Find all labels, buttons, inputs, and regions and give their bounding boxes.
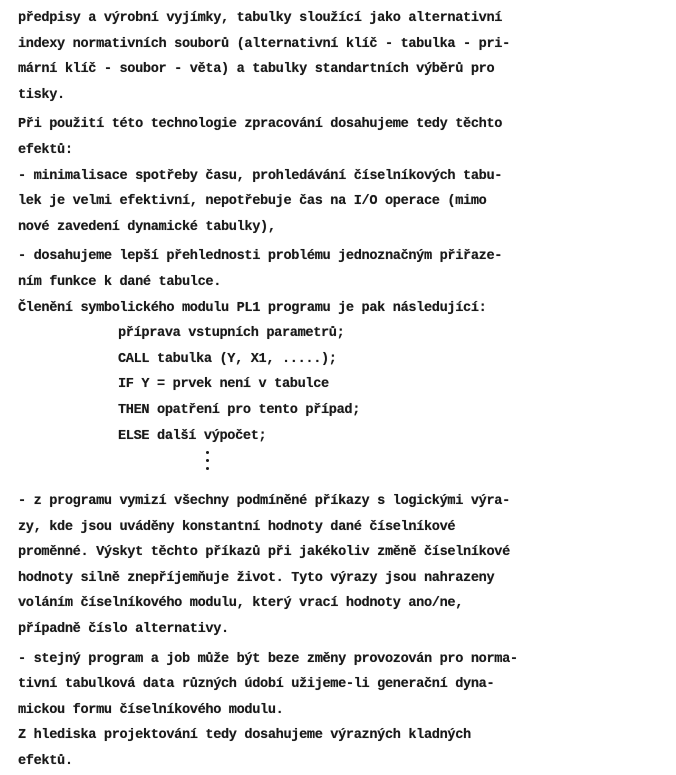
- list-item-line: - stejný program a job může být beze změny provozován pro norma-: [18, 651, 518, 667]
- ellipsis-dot: [206, 451, 209, 454]
- list-item-line: případně číslo alternativy.: [18, 622, 229, 638]
- text-line: Z hlediska projektování tedy dosahujeme výrazných kladných: [18, 728, 471, 744]
- code-line: THEN opatření pro tento případ;: [118, 402, 361, 418]
- ellipsis-dot: [206, 467, 209, 470]
- list-item-line: voláním číselníkového modulu, který vrací hodnoty ano/ne,: [18, 596, 464, 612]
- text-line: tisky.: [18, 87, 65, 103]
- list-item-line: - dosahujeme lepší přehlednosti problému jednoznačným přiřaze-: [18, 249, 503, 265]
- paragraph-conditions: [18, 489, 660, 643]
- text-line: mární klíč - soubor - věta) a tabulky standartních výběrů pro: [18, 62, 495, 78]
- list-item-line: ním funkce k dané tabulce.: [18, 274, 221, 290]
- list-item-line: - minimalisace spotřeby času, prohledávání číselníkových tabu-: [18, 168, 503, 184]
- paragraph-gap: [18, 481, 660, 489]
- code-line: ELSE další výpočet;: [118, 428, 267, 444]
- list-item-line: zy, kde jsou uváděny konstantní hodnoty dané číselníkové: [18, 519, 456, 535]
- text-line: předpisy a výrobní vyjímky, tabulky sloužící jako alternativní: [18, 11, 503, 26]
- ellipsis-dot: [206, 459, 209, 462]
- paragraph-tables: [18, 6, 660, 108]
- list-item-line: hodnoty silně znepříjemňuje život. Tyto výrazy jsou nahrazeny: [18, 570, 495, 586]
- text-line: efektů.: [18, 754, 73, 770]
- text-line: indexy normativních souborů (alternativní klíč - tabulka - pri-: [18, 36, 510, 52]
- text-line: Při použití této technologie zpracování dosahujeme tedy těchto: [18, 117, 503, 133]
- paragraph-clarity: [18, 244, 660, 321]
- list-item-line: lek je velmi efektivní, nepotřebuje čas na I/O operace (mimo: [18, 194, 487, 210]
- text-line: efektů:: [18, 142, 73, 158]
- text-line: Členění symbolického modulu PL1 programu je pak následující:: [18, 300, 487, 316]
- paragraph-generation: [18, 647, 660, 775]
- code-block: [18, 321, 660, 481]
- list-item-line: nové zavedení dynamické tabulky),: [18, 219, 276, 235]
- code-line: CALL tabulka (Y, X1, .....);: [118, 351, 337, 367]
- list-item-line: mickou formu číselníkového modulu.: [18, 702, 284, 718]
- list-item-line: tivní tabulková data různých údobí užijeme-li generační dyna-: [18, 677, 495, 693]
- list-item-line: - z programu vymizí všechny podmíněné příkazy s logickými výra-: [18, 494, 510, 510]
- code-line: IF Y = prvek není v tabulce: [118, 377, 329, 393]
- code-line: příprava vstupních parametrů;: [118, 326, 345, 342]
- paragraph-effects: [18, 112, 660, 240]
- vertical-ellipsis: [18, 449, 660, 481]
- list-item-line: proměnné. Výskyt těchto příkazů při jakékoliv změně číselníkové: [18, 545, 510, 561]
